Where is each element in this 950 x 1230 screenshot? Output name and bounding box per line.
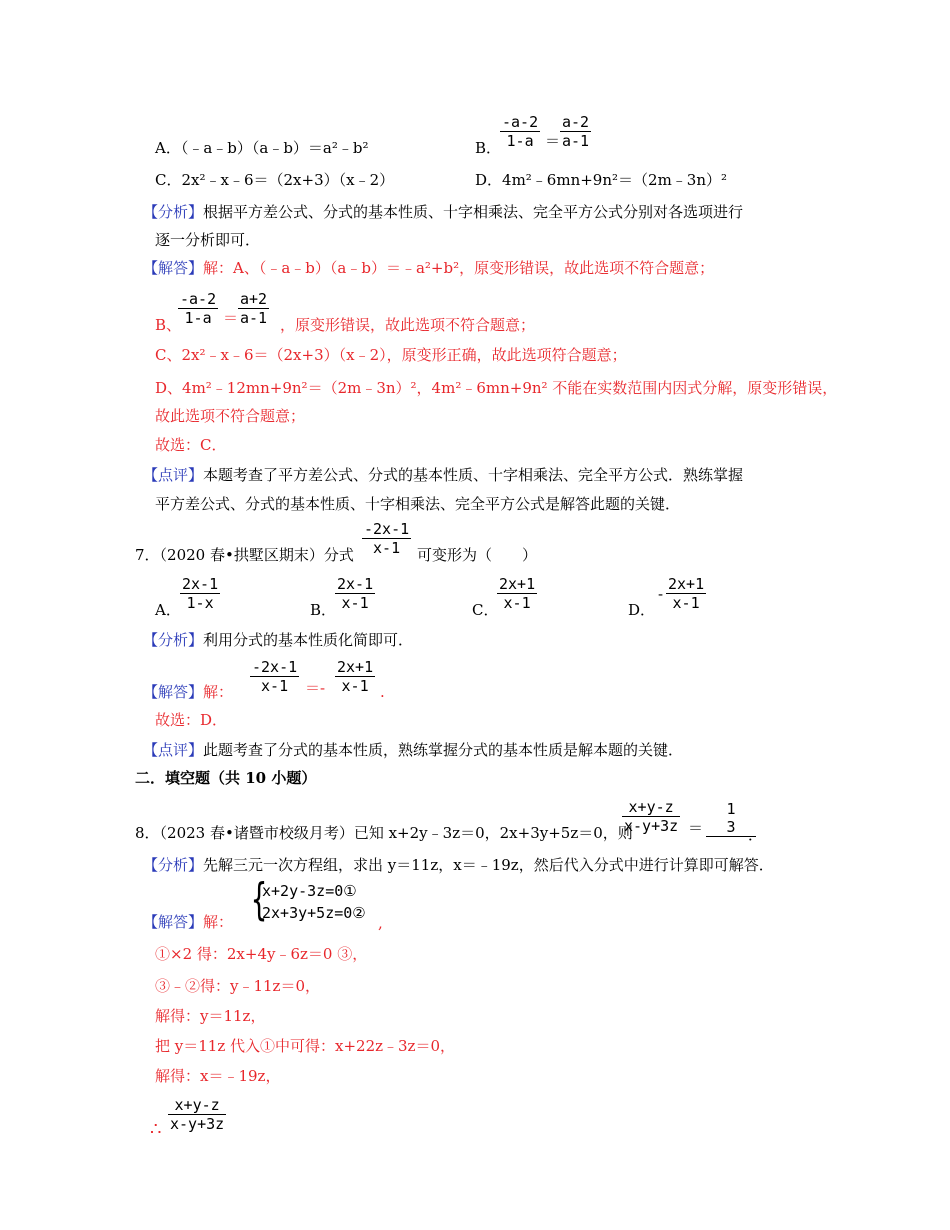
q8-step-3: 解得：y＝11z， bbox=[155, 1007, 266, 1025]
q7-stem-end: 可变形为（ ） bbox=[417, 546, 538, 564]
fraction-denominator: x-1 bbox=[341, 594, 369, 612]
fraction-denominator: x-1 bbox=[503, 594, 531, 612]
minus-sign: - bbox=[658, 585, 664, 603]
fraction-denominator: x-1 bbox=[373, 539, 401, 557]
q7-option-c-fraction bbox=[497, 575, 537, 612]
q7-comment bbox=[143, 740, 683, 760]
fraction-numerator: 2x+1 bbox=[499, 575, 536, 593]
q8-final-fraction bbox=[168, 1096, 226, 1133]
fraction-numerator: x+y-z bbox=[622, 798, 680, 817]
fraction-numerator: 2x+1 bbox=[337, 658, 374, 676]
answer-text: 解：A、（﹣a﹣b）（a﹣b）＝﹣a²+b²，原变形错误，故此选项不符合题意； bbox=[203, 259, 715, 277]
equation-system bbox=[262, 880, 366, 924]
q6-choice: 故选：C． bbox=[155, 436, 227, 454]
analysis-tag: 【分析】 bbox=[143, 203, 204, 221]
equals-minus: ＝- bbox=[305, 679, 326, 697]
q8-stem-fraction bbox=[622, 798, 680, 835]
fraction-denominator: x-y+3z bbox=[624, 817, 679, 835]
q6-answer-b-label: B、 bbox=[155, 316, 182, 334]
section-heading: 二．填空题（共 10 小题） bbox=[135, 769, 317, 787]
left-brace: { bbox=[250, 874, 268, 925]
q6-answer-d-cont: 故此选项不符合题意； bbox=[155, 407, 306, 425]
q7-stem: 7．（2020 春•拱墅区期末）分式 bbox=[135, 546, 354, 564]
q6-comment bbox=[143, 465, 743, 485]
fraction-numerator: 2x-1 bbox=[337, 575, 374, 593]
fraction-numerator: 2x+1 bbox=[668, 575, 705, 593]
equals-sign: ＝ bbox=[688, 819, 704, 837]
q8-answer bbox=[143, 912, 233, 932]
q7-option-a-fraction bbox=[180, 575, 220, 612]
blank-denominator: 3 bbox=[706, 818, 756, 837]
analysis-tag: 【分析】 bbox=[143, 631, 204, 649]
fraction-denominator: 1-a bbox=[506, 132, 534, 150]
fraction-denominator: x-y+3z bbox=[170, 1115, 225, 1133]
period: ． bbox=[748, 826, 764, 844]
comment-text: 此题考查了分式的基本性质，熟练掌握分式的基本性质是解本题的关键． bbox=[203, 741, 684, 759]
q8-step-2: ③﹣②得：y﹣11z＝0， bbox=[155, 977, 321, 995]
answer-lead: 解： bbox=[203, 683, 234, 701]
analysis-text: 先解三元一次方程组，求出 y＝11z，x＝﹣19z，然后代入分式中进行计算即可解答． bbox=[203, 856, 774, 874]
q6-analysis bbox=[143, 202, 743, 222]
option-b-fraction-1 bbox=[500, 113, 540, 150]
q6-answer-d: D、4m²﹣12mn+9n²＝（2m﹣3n）²，4m²﹣6mn+9n² 不能在实数范围内因式分解，原变形错误， bbox=[155, 379, 838, 397]
fraction-denominator: x-1 bbox=[261, 677, 289, 695]
q7-answer bbox=[143, 682, 233, 702]
q8-analysis bbox=[143, 855, 774, 875]
option-d: D．4m²﹣6mn+9n²＝（2m﹣3n）² bbox=[475, 171, 728, 189]
option-c: C．2x²﹣x﹣6＝（2x+3）（x﹣2） bbox=[155, 171, 395, 189]
q6-answer-b-text: ，原变形错误，故此选项不符合题意； bbox=[280, 316, 536, 334]
q7-stem-fraction bbox=[362, 520, 411, 557]
q8-step-1: ①×2 得：2x+4y﹣6z＝0 ③， bbox=[155, 945, 368, 963]
fraction-denominator: x-1 bbox=[341, 677, 369, 695]
period: . bbox=[380, 683, 385, 701]
equals-sign: ＝ bbox=[223, 309, 239, 327]
answer-lead: 解： bbox=[203, 913, 234, 931]
blank-numerator: 1 bbox=[726, 800, 736, 818]
q7-option-d-fraction bbox=[666, 575, 706, 612]
q7-option-d-label: D． bbox=[628, 601, 656, 619]
q7-answer-fraction-2 bbox=[335, 658, 375, 695]
q8-step-5: 解得：x＝﹣19z， bbox=[155, 1067, 281, 1085]
q7-option-b-label: B． bbox=[310, 601, 337, 619]
equals-sign: ＝ bbox=[545, 132, 561, 150]
analysis-text: 利用分式的基本性质化简即可． bbox=[203, 631, 414, 649]
equation-1: x+2y-3z=0① bbox=[262, 882, 357, 900]
q6-answer-c: C、2x²﹣x﹣6＝（2x+3）（x﹣2），原变形正确，故此选项符合题意； bbox=[155, 346, 627, 364]
answer-tag: 【解答】 bbox=[143, 259, 204, 277]
q8-stem: 8．（2023 春•诸暨市校级月考）已知 x+2y﹣3z＝0，2x+3y+5z＝0，则 bbox=[135, 824, 633, 842]
comma: , bbox=[378, 914, 383, 932]
q7-option-a-label: A． bbox=[155, 601, 181, 619]
analysis-tag: 【分析】 bbox=[143, 856, 204, 874]
therefore-symbol: ∴ bbox=[150, 1119, 162, 1140]
q6-analysis-cont: 逐一分析即可． bbox=[155, 231, 261, 249]
fraction-denominator: 1-a bbox=[184, 309, 212, 327]
q6-comment-cont: 平方差公式、分式的基本性质、十字相乘法、完全平方公式是解答此题的关键． bbox=[155, 495, 681, 513]
option-a: A．（﹣a﹣b）（a﹣b）＝a²﹣b² bbox=[155, 139, 369, 157]
fraction-numerator: a+2 bbox=[240, 290, 268, 308]
answer-tag: 【解答】 bbox=[143, 913, 204, 931]
fraction-numerator: -a-2 bbox=[180, 290, 217, 308]
q7-analysis bbox=[143, 630, 413, 650]
fraction-denominator: x-1 bbox=[672, 594, 700, 612]
q7-choice: 故选：D． bbox=[155, 711, 228, 729]
q7-option-c-label: C． bbox=[472, 601, 499, 619]
q8-step-4: 把 y＝11z 代入①中可得：x+22z﹣3z＝0， bbox=[155, 1037, 456, 1055]
fraction-numerator: a-2 bbox=[562, 113, 590, 131]
fraction-numerator: -2x-1 bbox=[364, 520, 410, 538]
comment-tag: 【点评】 bbox=[143, 741, 204, 759]
fraction-numerator: 2x-1 bbox=[182, 575, 219, 593]
option-b-label: B． bbox=[475, 139, 502, 157]
fraction-numerator: -a-2 bbox=[502, 113, 539, 131]
fraction-numerator: x+y-z bbox=[168, 1096, 226, 1115]
q7-option-b-fraction bbox=[335, 575, 375, 612]
option-b-fraction-2 bbox=[560, 113, 591, 150]
comment-tag: 【点评】 bbox=[143, 466, 204, 484]
q7-answer-fraction-1 bbox=[250, 658, 299, 695]
fraction-denominator: a-1 bbox=[240, 309, 268, 327]
comment-text: 本题考查了平方差公式、分式的基本性质、十字相乘法、完全平方公式．熟练掌握 bbox=[203, 466, 744, 484]
fraction-denominator: a-1 bbox=[562, 132, 590, 150]
fraction-denominator: 1-x bbox=[186, 594, 214, 612]
equation-2: 2x+3y+5z=0② bbox=[262, 904, 366, 922]
q6-answer-b-fraction-1 bbox=[178, 290, 218, 327]
q6-answer-a bbox=[143, 258, 714, 278]
fraction-numerator: -2x-1 bbox=[252, 658, 298, 676]
analysis-text: 根据平方差公式、分式的基本性质、十字相乘法、完全平方公式分别对各选项进行 bbox=[203, 203, 744, 221]
answer-tag: 【解答】 bbox=[143, 683, 204, 701]
q6-answer-b-fraction-2 bbox=[238, 290, 269, 327]
